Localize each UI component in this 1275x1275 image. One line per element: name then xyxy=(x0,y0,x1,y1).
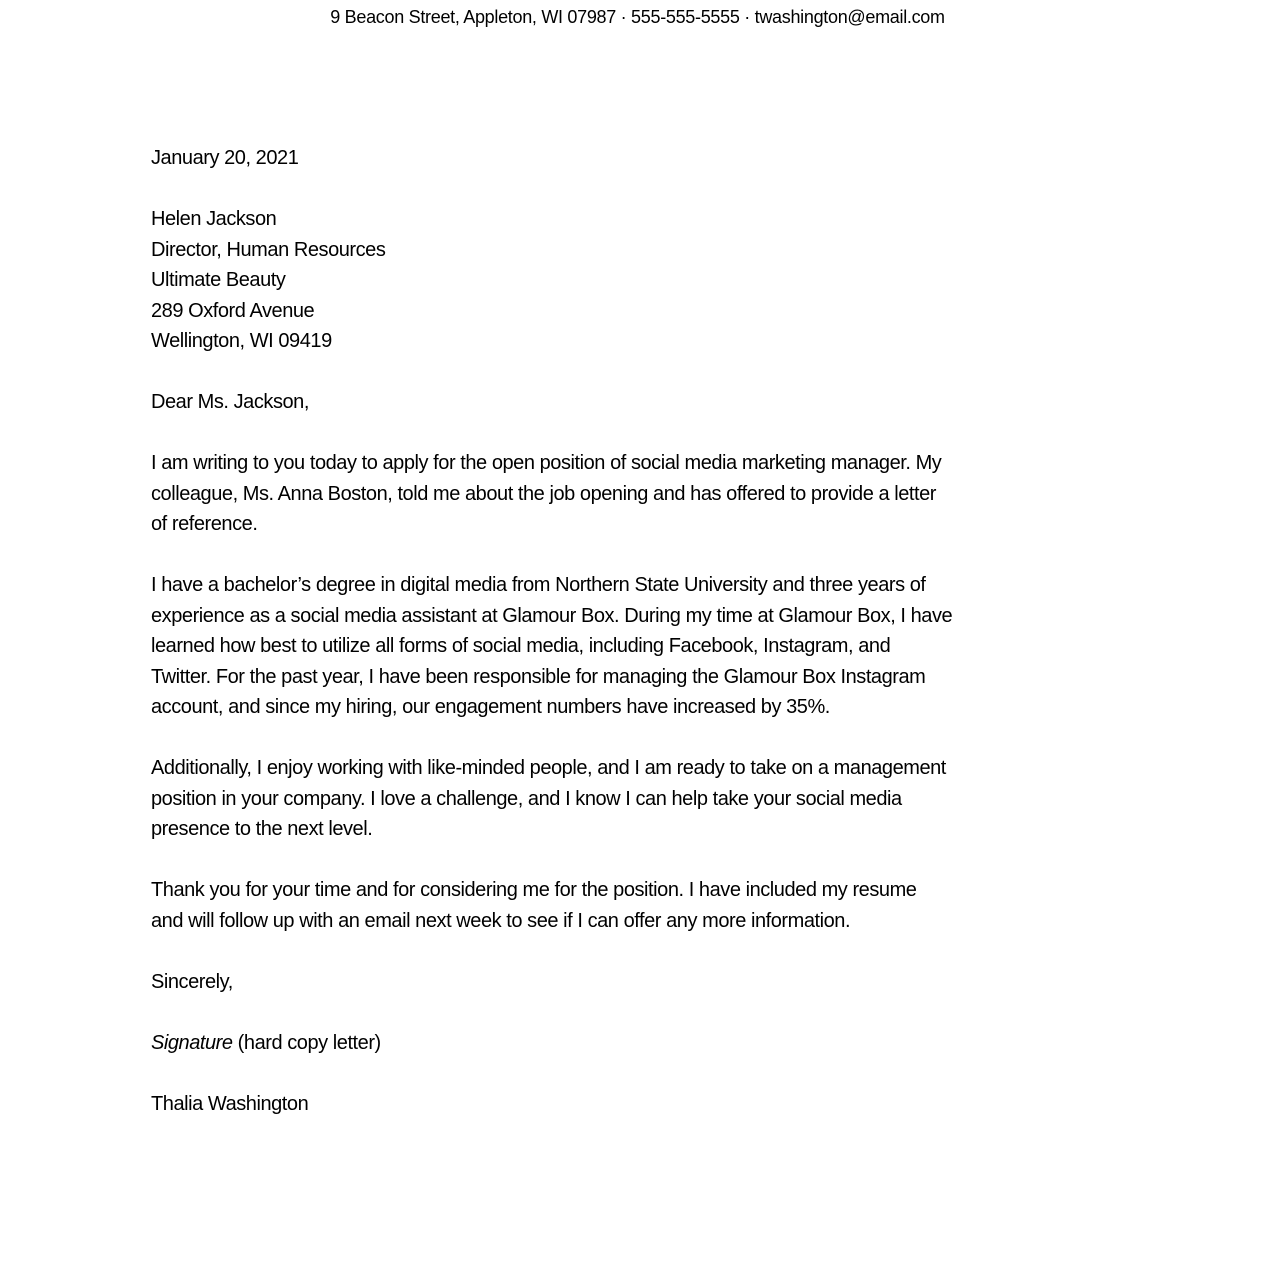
closing: Sincerely, xyxy=(151,970,233,993)
text-line: and will follow up with an email next week to see if I can offer any more information. xyxy=(151,909,851,932)
text-line: I have a bachelor’s degree in digital media from Northern State University and three years of xyxy=(151,574,926,596)
text-line: experience as a social media assistant at Glamour Box. During my time at Glamour Box, I have xyxy=(151,604,953,627)
text-line: Additionally, I enjoy working with like-minded people, and I am ready to take on a management xyxy=(151,757,946,779)
recipient-address xyxy=(151,204,952,357)
text-line: learned how best to utilize all forms of social media, including Facebook, Instagram, and xyxy=(151,635,891,657)
text-line: of reference. xyxy=(151,513,258,535)
text-line: Thank you for your time and for considering me for the position. I have included my resume xyxy=(151,879,917,901)
recipient-title: Director, Human Resources xyxy=(151,238,386,261)
signature-label: Signature xyxy=(151,1031,233,1054)
letter-body xyxy=(151,143,952,1119)
text-line: position in your company. I love a challenge, and I know I can help take your social media xyxy=(151,787,902,810)
letter-date: January 20, 2021 xyxy=(151,147,299,169)
text-line: presence to the next level. xyxy=(151,818,373,840)
text-line: colleague, Ms. Anna Boston, told me about the job opening and has offered to provide a letter xyxy=(151,482,937,505)
recipient-name: Helen Jackson xyxy=(151,208,277,230)
signer-name: Thalia Washington xyxy=(151,1092,309,1115)
recipient-street: 289 Oxford Avenue xyxy=(151,299,315,322)
text-line: account, and since my hiring, our engagement numbers have increased by 35%. xyxy=(151,696,830,718)
paragraph-2 xyxy=(151,570,952,723)
paragraph-1 xyxy=(151,448,952,540)
sender-contact-line: 9 Beacon Street, Appleton, WI 07987 · 555-555-5555 · twashington@email.com xyxy=(330,7,945,27)
signature-note: (hard copy letter) xyxy=(232,1031,381,1054)
recipient-city: Wellington, WI 09419 xyxy=(151,330,332,352)
recipient-company: Ultimate Beauty xyxy=(151,269,286,291)
text-line: Twitter. For the past year, I have been responsible for managing the Glamour Box Instagram xyxy=(151,665,926,688)
paragraph-4 xyxy=(151,875,952,936)
text-line: I am writing to you today to apply for the open position of social media marketing manager. My xyxy=(151,452,942,474)
signature-line xyxy=(151,1028,952,1059)
paragraph-3 xyxy=(151,753,952,845)
salutation: Dear Ms. Jackson, xyxy=(151,391,309,413)
